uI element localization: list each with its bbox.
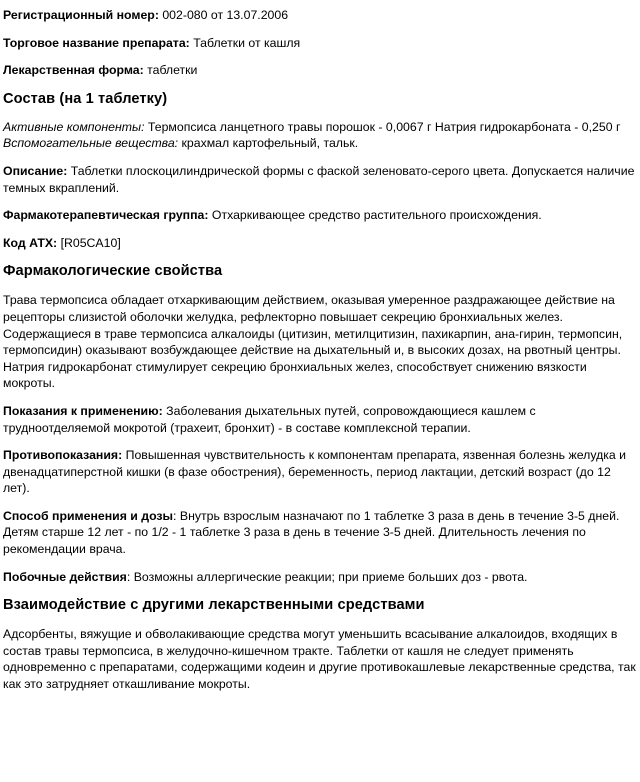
registration-number-value: 002-080 от 13.07.2006 (162, 8, 289, 22)
field-contraindications (3, 447, 636, 497)
dosage-administration-separator: : (173, 508, 180, 523)
indications-value: Заболевания дыхательных путей, сопровождающиеся кашлем с трудноотделяемой мокротой (трахеит, бронхит) - в составе комплексной терапии. (3, 403, 536, 435)
contraindications-label: Противопоказания: (3, 448, 123, 463)
trade-name-label: Торговое название препарата: (3, 35, 190, 50)
field-registration-number (3, 7, 636, 24)
dosage-form-label: Лекарственная форма: (3, 63, 144, 78)
excipients-label: Вспомогательные вещества: (3, 136, 179, 151)
pharmacotherapeutic-group-value: Отхаркивающее средство растительного происхождения. (211, 208, 542, 223)
side-effects-separator: : (126, 569, 134, 584)
field-indications (3, 403, 636, 436)
registration-number-label: Регистрационный номер: (3, 8, 159, 22)
pharmacological-paragraph-3: Натрия гидрокарбонат стимулирует секрецию бронхиальных желез, способствует снижению вязкости мокроты. (3, 359, 587, 391)
trade-name-value: Таблетки от кашля (193, 35, 301, 50)
active-components-label: Активные компоненты: (3, 119, 145, 134)
dosage-administration-label: Способ применения и дозы (3, 508, 174, 523)
field-description (3, 163, 636, 196)
excipients-value: крахмал картофельный, тальк. (181, 136, 359, 151)
side-effects-value: Возможны аллергические реакции; при приеме больших доз - рвота. (133, 569, 528, 584)
field-pharmacotherapeutic-group (3, 207, 636, 224)
heading-pharmacological-properties: Фармакологические свойства (3, 263, 223, 280)
field-atc-code (3, 235, 636, 252)
description-label: Описание: (3, 163, 68, 178)
side-effects-label: Побочные действия (3, 569, 127, 584)
interaction-paragraph-1: Адсорбенты, вяжущие и обволакивающие средства могут уменьшить всасывание алкалоидов, входящих в состав травы термопсиса, в желудочно-кишечном тракте. Таблетки от кашля не следует применять одновременно с препаратами, содержащими кодеин и другие противокашлевые лекарственные средства, так как это затрудняет откашливание мокроты. (3, 627, 636, 692)
active-components-value: Термопсиса ланцетного травы порошок - 0,0067 г Натрия гидрокарбоната - 0,250 г (147, 119, 621, 134)
description-value: Таблетки плоскоцилиндрической формы с фаской зеленовато-серого цвета. Допускается наличие темных вкраплений. (3, 163, 635, 195)
contraindications-value: Повышенная чувствительность к компонентам препарата, язвенная болезнь желудка и двенадцатиперстной кишки (в фазе обострения), беременность, период лактации, детский возраст (до 12 лет). (3, 448, 627, 496)
atc-code-label: Код АТХ: (3, 235, 58, 250)
heading-composition: Состав (на 1 таблетку) (3, 90, 168, 107)
composition-excipients (3, 135, 636, 152)
atc-code-value: [R05CA10] (60, 235, 121, 250)
field-dosage-form (3, 62, 636, 79)
heading-interaction: Взаимодействие с другими лекарственными средствами (3, 597, 425, 614)
composition-active-components (3, 119, 636, 136)
pharmacological-paragraph-1: Трава термопсиса обладает отхаркивающим действием, оказывая умеренное раздражающее действие на рецепторы слизистой оболочки желудка, рефлекторно повышает секрецию бронхиальных желез. (3, 293, 615, 324)
indications-label: Показания к применению: (3, 403, 163, 418)
pharmacological-paragraph-2: Содержащиеся в траве термопсиса алкалоиды (цитизин, метилцитизин, пахикарпин, ана-гирин, термопсин, термопсидин) оказывают возбуждающее действие на дыхательный и, в высоких дозах, на рвотный центры. (3, 326, 623, 358)
dosage-form-value: таблетки (147, 63, 198, 78)
field-trade-name (3, 35, 636, 52)
field-side-effects (3, 569, 636, 586)
dosage-administration-value: Внутрь взрослым назначают по 1 таблетке 3 раза в день в течение 3-5 дней. Детям старше 12 лет - по 1/2 - 1 таблетке 3 раза в день в течение 3-5 дней. Длительность лечения по рекомендации врача. (3, 508, 620, 557)
field-dosage-administration (3, 508, 636, 558)
pharmacotherapeutic-group-label: Фармакотерапевтическая группа: (3, 208, 209, 223)
